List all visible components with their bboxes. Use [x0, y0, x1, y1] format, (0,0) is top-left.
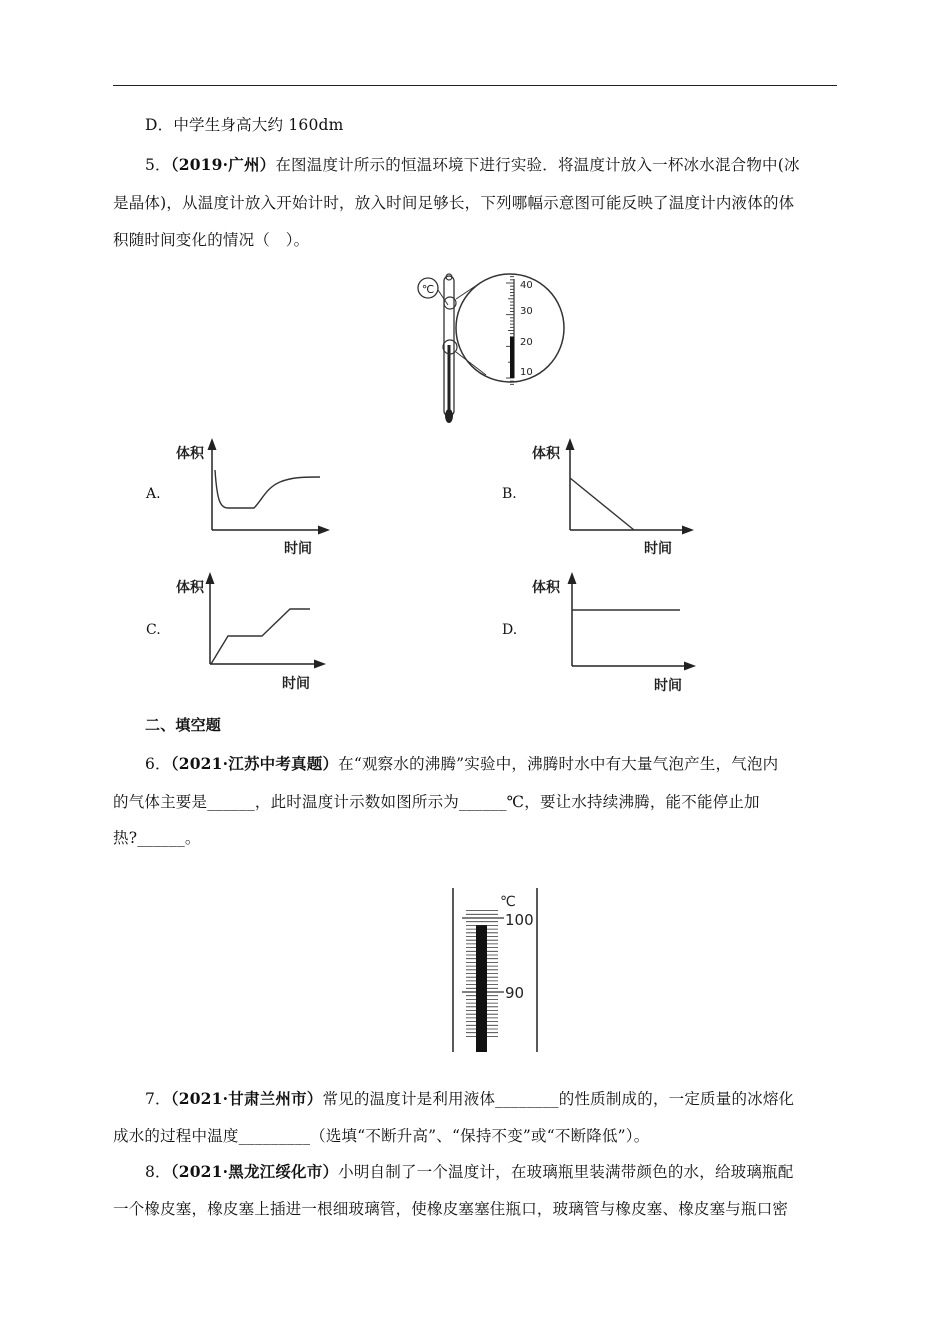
q5-option-d-label: D. [502, 622, 518, 638]
q6-unit-label: ℃ [500, 894, 516, 910]
graph-b-xlabel: 时间 [644, 541, 672, 557]
graph-a-ylabel: 体积 [176, 446, 204, 462]
q5-scale-ticks [506, 277, 514, 385]
q8-source: （2021·黑龙江绥化市） [170, 1162, 339, 1181]
q6-line-2: 的气体主要是______，此时温度计示数如图所示为______℃，要让水持续沸腾，能不能停止加 [113, 793, 760, 811]
graph-b-ylabel: 体积 [532, 446, 560, 462]
q5-option-a-label: A. [146, 486, 161, 502]
q5-number: 5． [145, 156, 171, 174]
q7-source: （2021·甘肃兰州市） [170, 1089, 323, 1108]
q7-line-1 [145, 1089, 794, 1109]
q5-line-3: 积随时间变化的情况（ ）。 [113, 231, 310, 249]
section-title: 二、填空题 [145, 716, 222, 734]
q5-tick-label-10: 10 [520, 367, 533, 378]
q8-line-1 [145, 1162, 793, 1182]
q5-option-b-label: B. [502, 486, 517, 502]
graph-d-ylabel: 体积 [532, 580, 560, 596]
graph-c-curve [211, 609, 310, 664]
graph-c-xlabel: 时间 [282, 676, 310, 692]
q4-option-d: D．中学生身高大约 160dm [145, 116, 344, 134]
graph-a-xlabel: 时间 [284, 541, 312, 557]
graph-b-curve [570, 478, 634, 530]
graph-d-xlabel: 时间 [654, 678, 682, 694]
header-rule [113, 85, 837, 86]
q8-number: 8． [145, 1163, 171, 1181]
q5-mercury-column [510, 337, 514, 378]
q5-line-2: 是晶体)，从温度计放入开始计时，放入时间足够长，下列哪幅示意图可能反映了温度计内液体的体 [113, 194, 795, 212]
graph-c-ylabel: 体积 [176, 580, 204, 596]
q7-number: 7． [145, 1090, 171, 1108]
q5-tick-label-30: 30 [520, 306, 533, 317]
q5-tick-label-40: 40 [520, 280, 533, 291]
q6-source: （2021·江苏中考真题） [170, 754, 339, 773]
q5-line-1 [145, 155, 800, 175]
q6-mercury-column [476, 925, 487, 1052]
q6-label-90: 90 [505, 984, 525, 1002]
graph-a-curve [215, 470, 320, 508]
q5-tick-label-20: 20 [520, 337, 533, 348]
q6-label-100: 100 [505, 911, 534, 929]
q7-line-2: 成水的过程中温度_________（选填“不断升高”、“保持不变”或“不断降低”）。 [113, 1127, 650, 1145]
q8-line-2: 一个橡皮塞，橡皮塞上插进一根细玻璃管，使橡皮塞塞住瓶口，玻璃管与橡皮塞、橡皮塞与瓶口密 [113, 1200, 789, 1218]
q6-number: 6． [145, 755, 171, 773]
q6-line-3: 热?______。 [113, 829, 201, 847]
q6-line1-text: 在“观察水的沸腾”实验中，沸腾时水中有大量气泡产生，气泡内 [338, 755, 779, 773]
q5-unit-label: ℃ [421, 283, 435, 296]
q8-line1-text: 小明自制了一个温度计，在玻璃瓶里装满带颜色的水，给玻璃瓶配 [338, 1163, 794, 1181]
q7-line1-text: 常见的温度计是利用液体________的性质制成的，一定质量的冰熔化 [322, 1090, 795, 1108]
q5-option-c-label: C. [146, 622, 161, 638]
q5-line1-text: 在图温度计所示的恒温环境下进行实验．将温度计放入一杯冰水混合物中(冰 [275, 156, 800, 174]
q5-source: （2019·广州） [170, 155, 276, 174]
q6-line-1 [145, 754, 778, 774]
q6-scale-ticks [462, 911, 504, 1037]
